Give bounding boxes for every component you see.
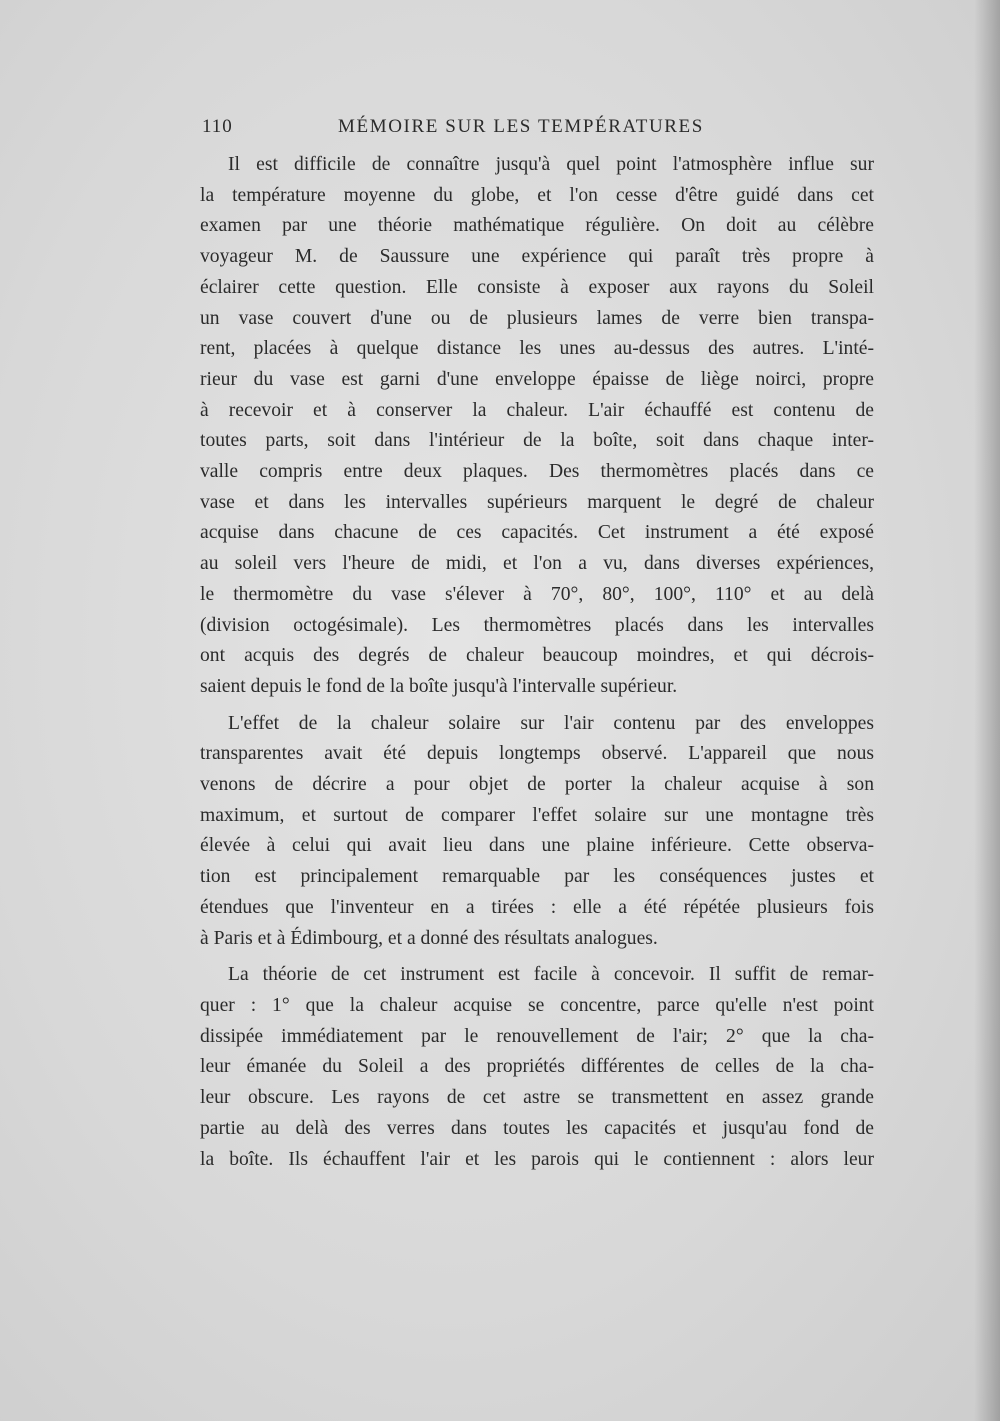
- text-line: un vase couvert d'une ou de plusieurs lames de verre bien transpa-: [200, 307, 874, 329]
- page-number: 110: [202, 116, 233, 137]
- text-line: valle compris entre deux plaques. Des thermomètres placés dans ce: [200, 461, 874, 483]
- text-line: leur émanée du Soleil a des propriétés différentes de celles de la cha-: [200, 1056, 874, 1078]
- text-line: partie au delà des verres dans toutes les capacités et jusqu'au fond de: [200, 1117, 874, 1139]
- running-title: MÉMOIRE SUR LES TEMPÉRATURES: [338, 116, 704, 137]
- text-line: quer : 1° que la chaleur acquise se concentre, parce qu'elle n'est point: [200, 994, 874, 1016]
- text-line: la température moyenne du globe, et l'on cesse d'être guidé dans cet: [200, 184, 874, 206]
- text-line: étendues que l'inventeur en a tirées : elle a été répétée plusieurs fois: [200, 896, 874, 918]
- text-line: leur obscure. Les rayons de cet astre se transmettent en assez grande: [200, 1087, 874, 1109]
- text-line: rent, placées à quelque distance les unes au-dessus des autres. L'inté-: [200, 338, 874, 360]
- text-line: dissipée immédiatement par le renouvellement de l'air; 2° que la cha-: [200, 1025, 874, 1047]
- text-line: L'effet de la chaleur solaire sur l'air contenu par des enveloppes: [228, 712, 874, 734]
- text-line: ont acquis des degrés de chaleur beaucoup moindres, et qui décrois-: [200, 645, 874, 667]
- page-header: [202, 116, 874, 144]
- text-line: la boîte. Ils échauffent l'air et les parois qui le contiennent : alors leur: [200, 1148, 874, 1170]
- text-line: saient depuis le fond de la boîte jusqu'à l'intervalle supérieur.: [200, 675, 678, 697]
- text-line: à Paris et à Édimbourg, et a donné des résultats analogues.: [200, 927, 658, 949]
- body-text: [200, 150, 874, 1175]
- text-line: maximum, et surtout de comparer l'effet solaire sur une montagne très: [200, 804, 874, 826]
- paragraph-2: [200, 709, 874, 955]
- text-line: vase et dans les intervalles supérieurs marquent le degré de chaleur: [200, 491, 874, 513]
- text-line: le thermomètre du vase s'élever à 70°, 80°, 100°, 110° et au delà: [200, 583, 874, 605]
- text-line: venons de décrire a pour objet de porter la chaleur acquise à son: [200, 774, 874, 796]
- text-line: (division octogésimale). Les thermomètres placés dans les intervalles: [200, 614, 874, 636]
- text-line: Il est difficile de connaître jusqu'à quel point l'atmosphère influe sur: [228, 154, 874, 175]
- text-line: rieur du vase est garni d'une enveloppe épaisse de liège noirci, propre: [200, 368, 874, 390]
- paragraph-3: [200, 960, 874, 1175]
- text-line: voyageur M. de Saussure une expérience qui paraît très propre à: [200, 246, 874, 268]
- text-line: tion est principalement remarquable par les conséquences justes et: [200, 866, 874, 888]
- text-line: élevée à celui qui avait lieu dans une plaine inférieure. Cette observa-: [200, 835, 874, 857]
- text-line: acquise dans chacune de ces capacités. Cet instrument a été exposé: [200, 522, 874, 544]
- page-edge-shadow: [974, 0, 1000, 1421]
- text-line: La théorie de cet instrument est facile à concevoir. Il suffit de remar-: [228, 964, 874, 986]
- text-line: éclairer cette question. Elle consiste à exposer aux rayons du Soleil: [200, 276, 874, 298]
- text-line: examen par une théorie mathématique régulière. On doit au célèbre: [200, 215, 874, 237]
- paragraph-1: [200, 150, 874, 703]
- text-line: à recevoir et à conserver la chaleur. L'air échauffé est contenu de: [200, 399, 874, 421]
- text-line: au soleil vers l'heure de midi, et l'on a vu, dans diverses expériences,: [200, 553, 874, 575]
- text-line: transparentes avait été depuis longtemps observé. L'appareil que nous: [200, 743, 874, 765]
- text-line: toutes parts, soit dans l'intérieur de la boîte, soit dans chaque inter-: [200, 430, 874, 452]
